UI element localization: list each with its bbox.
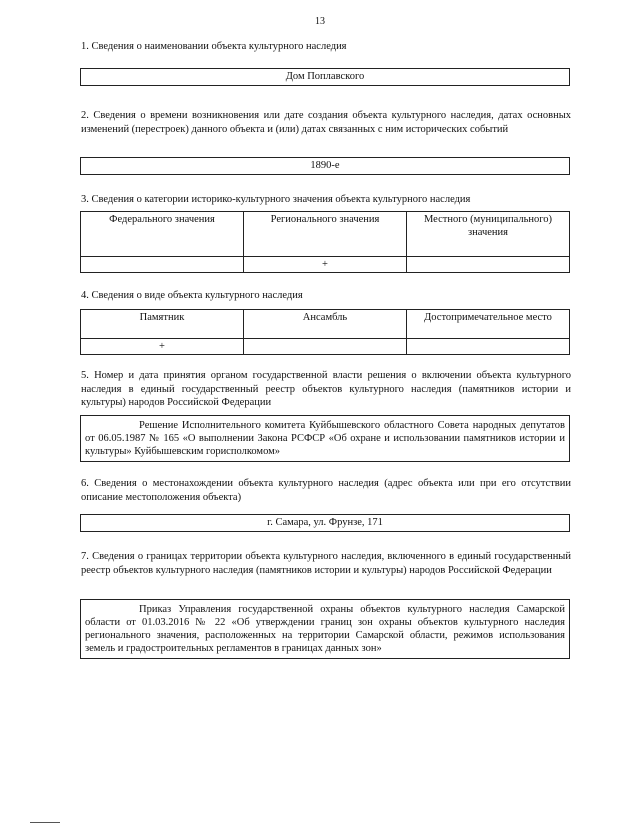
table-header-row: [81, 212, 570, 257]
table-row: [81, 339, 570, 355]
mark-federal: [81, 257, 244, 273]
significance-category-table: [80, 211, 570, 273]
section-5-heading: 5. Номер и дата принятия органом государственной власти решения о включении объекта культурного наследия в единый государственный реестр объектов культурного наследия (памятников истории и культуры) народов Российской Федерации: [81, 370, 571, 408]
object-type-table: [80, 309, 570, 355]
mark-landmark: [407, 339, 570, 355]
page-number: 13: [315, 16, 325, 27]
mark-local: [407, 257, 570, 273]
creation-date-value: 1890-е: [80, 157, 570, 175]
boundaries-order-value: Приказ Управления государственной охраны объектов культурного наследия Самарской области от 01.03.2016 № 22 «Об утверждении границ зон охраны объектов культурного наследия регионального значения, расположенных на территории Самарской области, режимов использования земель и градостроительных регламентов в границах данных зон»: [85, 604, 565, 654]
section-2-heading: 2. Сведения о времени возникновения или дате создания объекта культурного наследия, датах основных изменений (перестроек) данного объекта и (или) датах связанных с ним исторических событий: [81, 110, 571, 135]
address-value: г. Самара, ул. Фрунзе, 171: [80, 514, 570, 532]
mark-regional: +: [244, 257, 407, 273]
section-7-heading: 7. Сведения о границах территории объекта культурного наследия, включенного в единый государственный реестр объектов культурного наследия (памятников истории и культуры) народов Российской Федерации: [81, 551, 571, 576]
registry-decision-value: Решение Исполнительного комитета Куйбышевского областного Совета народных депутатов от 06.05.1987 № 165 «О выполнении Закона РСФСР «Об охране и использовании памятников истории и культуры» Куйбышевским горисполкомом»: [85, 420, 565, 457]
footer-line: [30, 822, 60, 823]
object-name-value: Дом Поплавского: [80, 68, 570, 86]
section-4-heading: 4. Сведения о виде объекта культурного наследия: [81, 290, 303, 301]
column-local: Местного (муниципального) значения: [407, 212, 570, 257]
mark-ensemble: [244, 339, 407, 355]
section-3-heading: 3. Сведения о категории историко-культурного значения объекта культурного наследия: [81, 194, 471, 205]
table-header-row: [81, 310, 570, 339]
mark-monument: +: [81, 339, 244, 355]
table-row: [81, 257, 570, 273]
registry-decision-box: [80, 415, 570, 462]
section-6-heading: 6. Сведения о местонахождении объекта культурного наследия (адрес объекта или при его отсутствии описание местоположения объекта): [81, 478, 571, 503]
column-landmark: Достопримечательное место: [407, 310, 570, 339]
column-regional: Регионального значения: [244, 212, 407, 257]
column-ensemble: Ансамбль: [244, 310, 407, 339]
boundaries-order-box: [80, 599, 570, 659]
column-monument: Памятник: [81, 310, 244, 339]
column-federal: Федерального значения: [81, 212, 244, 257]
section-1-heading: 1. Сведения о наименовании объекта культурного наследия: [81, 41, 347, 52]
